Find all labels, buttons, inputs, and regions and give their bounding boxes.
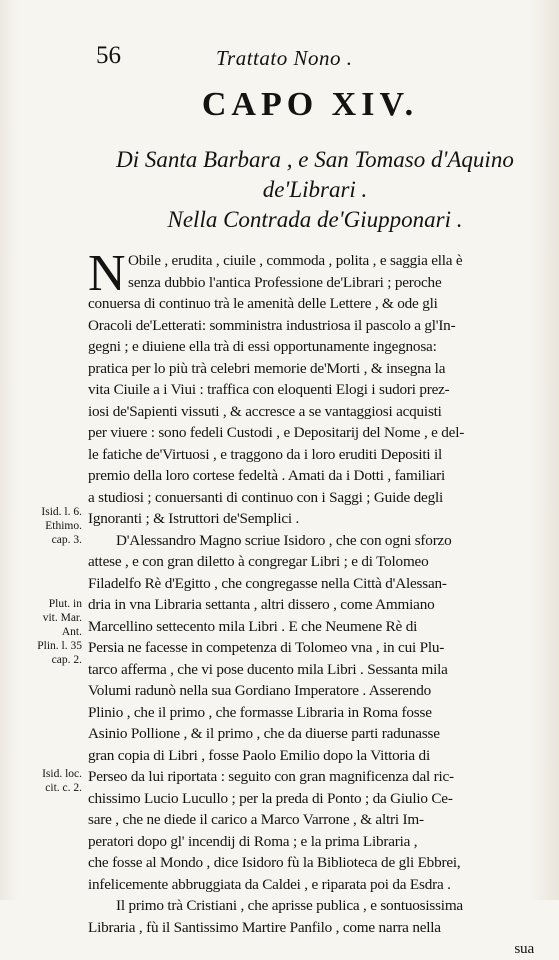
margin-note-line: cap. 3. bbox=[51, 534, 82, 546]
margin-note-line: cap. 2. bbox=[51, 654, 82, 666]
text-line: conuersa di continuo trà le amenità delle Lettere , & ode gli bbox=[88, 295, 438, 312]
text-line: senza dubbio l'antica Professione de'Librari ; peroche bbox=[128, 273, 442, 291]
page-number: 56 bbox=[96, 42, 121, 69]
margin-note-line: Isid. l. 6. bbox=[41, 506, 82, 518]
text-line: peratori dopo gl' incendij di Roma ; e la prima Libraria , bbox=[88, 832, 418, 850]
text-line: tarco afferma , che vi pose ducento mila Libri . Sessanta mila bbox=[88, 660, 448, 678]
text-line: iosi de'Sapienti vissuti , & accresce a se vantaggiosi acquisti bbox=[88, 402, 442, 420]
text-line: vita Ciuile a i Viui : traffica con eloquenti Elogi i sudori prez- bbox=[88, 381, 450, 398]
margin-note-line: Isid. loc. bbox=[42, 768, 82, 780]
chapter-subtitle-line-3: Nella Contrada de'Giupponari . bbox=[167, 207, 463, 232]
text-line: Marcellino settecento mila Libri . E che Neumene Rè di bbox=[88, 617, 418, 635]
text-line: infelicemente abbruggiata da Caldei , e riparata poi da Esdra . bbox=[88, 875, 451, 893]
margin-note-isidore bbox=[8, 505, 82, 547]
text-line: Plinio , che il primo , che formasse Libraria in Roma fosse bbox=[88, 703, 432, 721]
drop-cap: N bbox=[88, 245, 126, 302]
text-line: Perseo da lui riportata : seguito con gran magnificenza dal ric- bbox=[88, 768, 454, 785]
margin-note-line: vit. Mar. bbox=[42, 612, 82, 624]
text-line: chissimo Lucio Lucullo ; per la preda di Ponto ; da Giulio Ce- bbox=[88, 789, 453, 807]
text-line: Libraria , fù il Santissimo Martire Panfilo , come narra nella bbox=[88, 918, 441, 936]
catchword: sua bbox=[514, 940, 534, 957]
running-head: Trattato Nono . bbox=[216, 46, 353, 70]
chapter-title: CAPO XIV. bbox=[201, 86, 419, 123]
text-line: gegni ; e diuiene ella trà di essi opportunamente ingegnosa: bbox=[88, 338, 437, 355]
text-line: che fosse al Mondo , dice Isidoro fù la Biblioteca de gli Ebbrei, bbox=[88, 854, 461, 871]
text-line: Asinio Pollione , & il primo , che da diuerse parti radunasse bbox=[88, 725, 440, 742]
text-line: sare , che ne diede il carico a Marco Varrone , & altri Im- bbox=[88, 811, 424, 828]
body-text bbox=[88, 245, 534, 960]
text-line: dria in vna Libraria settanta , altri dissero , come Ammiano bbox=[88, 596, 435, 613]
text-line: pratica per lo più trà celebri memorie de'Morti , & insegna la bbox=[88, 359, 446, 377]
margin-note-line: Ethimo. bbox=[45, 520, 82, 532]
margin-note-isidore-loc bbox=[8, 767, 82, 795]
text-line: premio della loro cortese fedeltà . Amati da i Dotti , familiari bbox=[88, 467, 446, 484]
text-line: Filadelfo Rè d'Egitto , che congregasse nella Città d'Alessan- bbox=[88, 574, 447, 592]
chapter-subtitle-line-2: de'Librari . bbox=[262, 177, 368, 202]
text-line: D'Alessandro Magno scriue Isidoro , che con ogni sforzo bbox=[116, 531, 452, 549]
chapter-subtitle-line-1: Di Santa Barbara , e San Tomaso d'Aquino bbox=[116, 147, 514, 172]
margin-note-plutarch-pliny bbox=[8, 597, 82, 667]
text-line: per viuere : sono fedeli Custodi , e Depositarij del Nome , e del- bbox=[88, 424, 465, 441]
text-line: Persia ne facesse in competenza di Tolomeo vna , in cui Plu- bbox=[88, 639, 445, 656]
page-header bbox=[96, 42, 536, 76]
text-line: le fatiche de'Virtuosi , e traggono da i loro eruditi Depositi il bbox=[88, 445, 443, 463]
text-line: Il primo trà Cristiani , che aprisse publica , e sontuosissima bbox=[116, 897, 463, 914]
text-line: Volumi radunò nella sua Gordiano Imperatore . Asserendo bbox=[88, 682, 432, 699]
margin-note-line: Plin. l. 35 bbox=[37, 640, 82, 652]
text-line: a studiosi ; conuersanti di continuo con i Saggi ; Guide degli bbox=[88, 488, 443, 506]
margin-note-line: Plut. in bbox=[48, 598, 82, 610]
margin-note-line: Ant. bbox=[61, 626, 82, 638]
margin-note-line: cit. c. 2. bbox=[45, 782, 82, 794]
text-line: Ignoranti ; & Istruttori de'Semplici . bbox=[88, 510, 300, 527]
text-line: attese , e con gran diletto à congregar Libri ; e di Tolomeo bbox=[88, 553, 429, 570]
text-line: Obile , erudita , ciuile , commoda , polita , e saggia ella è bbox=[128, 252, 463, 269]
text-line: Oracoli de'Letterati: somministra industriosa il pascolo a gl'In- bbox=[88, 316, 456, 334]
text-line: gran copia di Libri , fosse Paolo Emilio dopo la Vittoria di bbox=[88, 746, 430, 764]
